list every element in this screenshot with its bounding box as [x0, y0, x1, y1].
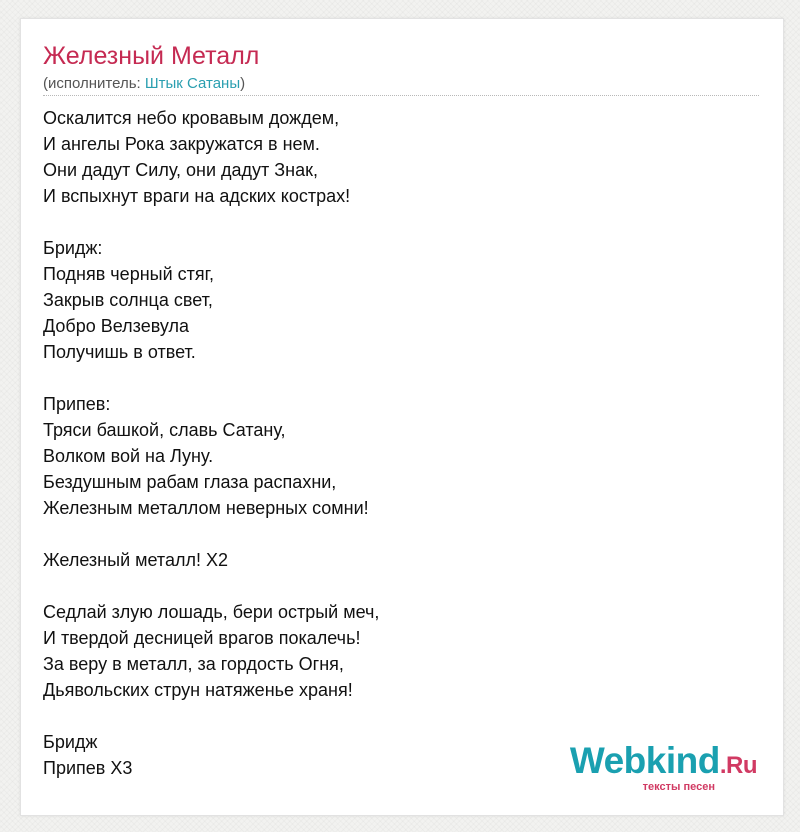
webkind-watermark [569, 740, 757, 793]
lyric-line: И твердой десницей врагов покалечь! [43, 628, 361, 648]
lyric-line: Седлай злую лошадь, бери острый меч, [43, 602, 380, 622]
lyric-line: Бридж: [43, 238, 103, 258]
lyric-line: И вспыхнут враги на адских кострах! [43, 186, 351, 206]
lyric-line: За веру в металл, за гордость Огня, [43, 654, 344, 674]
song-title: Железный Металл [43, 42, 260, 70]
lyric-line: Оскалится небо кровавым дождем, [43, 108, 340, 128]
lyric-line: Бридж [43, 732, 98, 752]
lyric-line: Тряси башкой, славь Сатану, [43, 420, 286, 440]
lyric-line: Добро Велзевула [43, 316, 190, 336]
stanza-gap [43, 365, 763, 391]
lyric-line: Железным металлом неверных сомни! [43, 498, 369, 518]
lyrics-body [43, 105, 763, 781]
lyric-line: Бездушным рабам глаза распахни, [43, 472, 337, 492]
lyric-line: Волком вой на Луну. [43, 446, 214, 466]
lyric-line: И ангелы Рока закружатся в нем. [43, 134, 320, 154]
lyric-line: Железный металл! Х2 [43, 550, 228, 570]
artist-link[interactable]: Штык Сатаны [144, 75, 241, 92]
lyric-line: Они дадут Силу, они дадут Знак, [43, 160, 318, 180]
lyric-line: Закрыв солнца свет, [43, 290, 213, 310]
watermark-logo-suffix: .Ru [719, 752, 757, 779]
title-divider [43, 95, 759, 96]
lyric-line: Припев: [43, 394, 111, 414]
lyric-line: Дьявольских струн натяженье храня! [43, 680, 353, 700]
stanza-gap [43, 521, 763, 547]
lyric-line: Получишь в ответ. [43, 342, 196, 362]
watermark-tagline: тексты песен [642, 781, 715, 793]
artist-prefix: (исполнитель: [43, 75, 145, 92]
stanza-gap [43, 703, 763, 729]
lyric-line: Припев Х3 [43, 758, 133, 778]
watermark-logo [569, 740, 757, 783]
stanza-gap [43, 573, 763, 599]
stanza-gap [43, 209, 763, 235]
watermark-logo-text: Webkind [569, 740, 720, 781]
artist-line [43, 75, 245, 93]
lyric-line: Подняв черный стяг, [43, 264, 214, 284]
artist-suffix: ) [240, 75, 246, 92]
lyrics-card [20, 18, 784, 816]
